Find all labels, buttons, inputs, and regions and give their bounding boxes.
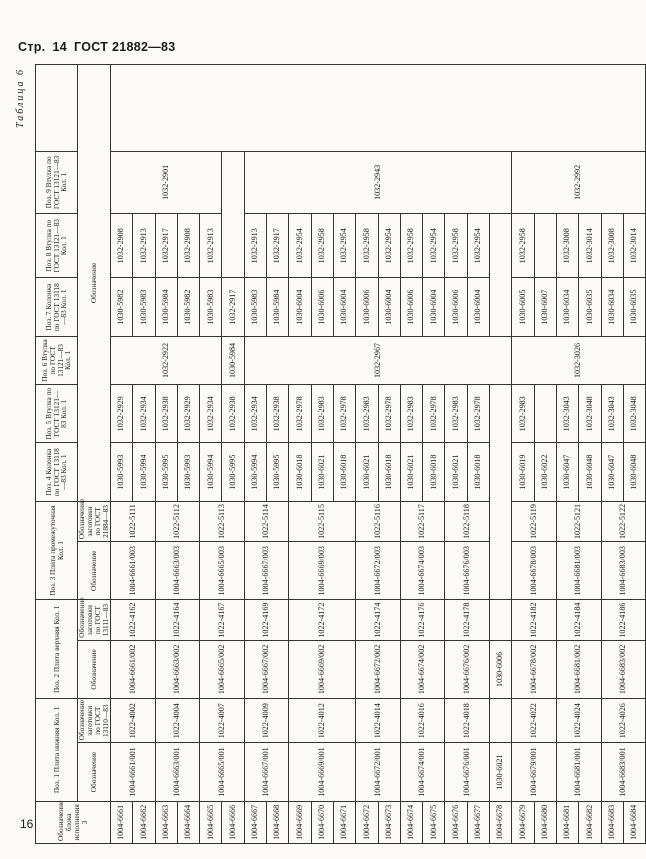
pos5-value: 1032-2983 [445, 385, 467, 443]
pos4-value: 1030-6047 [556, 443, 578, 501]
block-code: 1004-6672 [356, 801, 378, 843]
pos5-value: 1032-2978 [467, 385, 489, 443]
pos7-value: 1030-6034 [601, 278, 623, 336]
col-pos7: Поз. 7 Колонка по ГОСТ 13118—83 Кол. 1 [36, 278, 78, 336]
block-code: 1004-6682 [579, 801, 601, 843]
pos4-value: 1030-5994 [133, 443, 155, 501]
pos1-oboz: 1004-6683/001 [601, 743, 646, 801]
pos3-zag: 1022-5121 [556, 501, 601, 541]
col-pos3: Поз. 3 Плита промежуточная Кол. 1 [36, 501, 78, 600]
pos4-value: 1030-6022 [534, 443, 556, 501]
col-pos2-zag: Обозначение заготовки по ГОСТ 13111—83 [78, 600, 111, 640]
pos5-value: 1032-2978 [333, 385, 355, 443]
pos4-value: 1030-6021 [490, 743, 512, 801]
pos7-value: 1030-6035 [579, 278, 601, 336]
pos4-value: 1030-6021 [400, 443, 422, 501]
pos2-oboz: 1004-6676/002 [445, 640, 490, 698]
block-code: 1004-6676 [445, 801, 467, 843]
pos5-value: 1032-2983 [400, 385, 422, 443]
pos7-value: 1030-6035 [623, 278, 645, 336]
pos3-oboz: 1004-6683/003 [601, 542, 646, 600]
pos1-zag: 1022-4018 [445, 699, 490, 743]
pos5-value [534, 385, 556, 443]
block-code: 1004-6665 [200, 801, 222, 843]
block-code: 1004-6684 [623, 801, 645, 843]
table-row [512, 65, 534, 844]
pos8-value: 1032-2958 [445, 214, 467, 278]
pos1-zag: 1022-4022 [512, 699, 557, 743]
specification-table [35, 64, 646, 844]
pos8-value [534, 214, 556, 278]
pos2-oboz: 1004-6674/002 [400, 640, 445, 698]
col-pos3-oboz: Обозначение [78, 542, 111, 600]
pos3-zag: 1022-5118 [445, 501, 490, 541]
pos7-value: 1030-6006 [311, 278, 333, 336]
pos9-merged: 1032-2992 [512, 151, 646, 213]
pos3-oboz: 1004-6665/003 [200, 542, 245, 600]
pos7-value: 1030-6004 [378, 278, 400, 336]
pos1-oboz: 1004-6669/001 [289, 743, 356, 801]
pos2-zag: 1022-4174 [356, 600, 401, 640]
pos4-value: 1030-6048 [579, 443, 601, 501]
standard-title: ГОСТ 21882—83 [73, 40, 176, 54]
pos8-value: 1032-3008 [601, 214, 623, 278]
pos3-oboz: 1004-6669/003 [289, 542, 356, 600]
pos5-value: 1032-2934 [133, 385, 155, 443]
pos1-zag: 1022-4002 [111, 699, 156, 743]
block-code: 1004-6661 [111, 801, 133, 843]
block-code: 1004-6664 [177, 801, 199, 843]
col-pos9: Поз. 9 Втулка по ГОСТ 13121—83 Кол. 1 [36, 151, 78, 213]
pos4-value: 1030-5994 [200, 443, 222, 501]
pos3-oboz: 1004-6667/003 [244, 542, 289, 600]
pos7-value: 1030-5984 [222, 336, 244, 384]
pos7-value: 1030-5983 [133, 278, 155, 336]
col-pos6: Поз. 6 Втулка по ГОСТ 13121—83 Кол. 1 [36, 336, 78, 384]
table-body [111, 65, 646, 844]
block-code: 1004-6678 [490, 801, 512, 843]
pos5-value: 1032-2938 [267, 385, 289, 443]
block-code: 1004-6679 [512, 801, 534, 843]
pos7-value: 1030-5983 [200, 278, 222, 336]
page-label: Стр. [18, 40, 46, 54]
pos7-value: 1030-6007 [534, 278, 556, 336]
pos1-oboz: 1004-6676/001 [445, 743, 490, 801]
pos1-zag: 1022-4016 [400, 699, 445, 743]
pos5-value: 1032-2934 [244, 385, 266, 443]
block-code: 1004-6670 [311, 801, 333, 843]
pos4-value: 1030-6021 [356, 443, 378, 501]
pos4-value: 1030-6021 [311, 443, 333, 501]
pos7-value: 1030-6034 [556, 278, 578, 336]
col-common-oboz: Обозначение [78, 65, 111, 502]
pos4-value: 1030-5995 [267, 443, 289, 501]
pos8-value: 1032-2958 [311, 214, 333, 278]
pos5-value: 1032-3043 [556, 385, 578, 443]
pos1-oboz: 1004-6665/001 [200, 743, 245, 801]
pos5-value: 1032-2983 [512, 385, 534, 443]
pos3-zag: 1022-5112 [155, 501, 200, 541]
pos6-merged: 1032-2967 [244, 336, 512, 384]
pos3-zag: 1022-5116 [356, 501, 401, 541]
block-code: 1004-6680 [534, 801, 556, 843]
pos4-value: 1030-6018 [378, 443, 400, 501]
pos3-oboz: 1004-6681/003 [556, 542, 601, 600]
pos7-value: 1030-5983 [244, 278, 266, 336]
pos7-value: 1030-6006 [356, 278, 378, 336]
pos8-value: 1032-2908 [111, 214, 133, 278]
pos3-zag: 1022-5111 [111, 501, 156, 541]
pos2-oboz: 1004-6681/002 [556, 640, 601, 698]
pos4-value: 1030-6019 [512, 443, 534, 501]
col-pos1-zag: Обозначение заготовки по ГОСТ 13110—83 [78, 699, 111, 743]
pos1-oboz: 1004-6674/001 [400, 743, 445, 801]
pos8-value: 1032-3014 [623, 214, 645, 278]
pos4-value: 1030-5993 [177, 443, 199, 501]
pos8-value: 1032-2958 [356, 214, 378, 278]
pos2-oboz: 1004-6683/002 [601, 640, 646, 698]
pos8-value: 1032-2913 [244, 214, 266, 278]
pos7-value: 1030-6005 [512, 278, 534, 336]
pos3-oboz: 1004-6661/003 [111, 542, 156, 600]
pos5-value: 1032-3043 [601, 385, 623, 443]
pos5-value: 1032-3048 [579, 385, 601, 443]
rotated-table-area [15, 64, 639, 844]
pos8-value: 1032-2917 [267, 214, 289, 278]
block-code: 1004-6662 [133, 801, 155, 843]
pos6-merged: 1032-2922 [111, 336, 222, 384]
pos5-value: 1032-2929 [177, 385, 199, 443]
table-row [244, 65, 266, 844]
block-code: 1004-6671 [333, 801, 355, 843]
pos1-oboz: 1004-6663/001 [155, 743, 200, 801]
pos5-value: 1032-2983 [356, 385, 378, 443]
pos7-value: 1030-6004 [467, 278, 489, 336]
pos1-zag: 1022-4004 [155, 699, 200, 743]
pos3-zag: 1022-5115 [289, 501, 356, 541]
pos5-value: 1032-2929 [111, 385, 133, 443]
pos2-oboz: 1004-6667/002 [244, 640, 289, 698]
block-code: 1004-6677 [467, 801, 489, 843]
pos1-oboz: 1004-6672/001 [356, 743, 401, 801]
pos4-value: 1030-6048 [623, 443, 645, 501]
pos4-value: 1030-5993 [111, 443, 133, 501]
block-code: 1004-6666 [222, 801, 244, 843]
pos7-value: 1030-5982 [111, 278, 133, 336]
col-pos8: Поз. 8 Втулка по ГОСТ 13121—83 Кол. 1 [36, 214, 78, 278]
pos8-value: 1032-2913 [200, 214, 222, 278]
pos1-zag: 1022-4012 [289, 699, 356, 743]
pos3-oboz: 1004-6676/003 [445, 542, 490, 600]
pos1-zag: 1022-4007 [200, 699, 245, 743]
pos2-zag: 1022-4182 [512, 600, 557, 640]
pos8-value [490, 600, 512, 640]
pos2-oboz: 1004-6678/002 [512, 640, 557, 698]
pos7-value: 1030-6006 [490, 640, 512, 698]
col-pos1: Поз. 1 Плита нижняя Кол. 1 [36, 699, 78, 802]
pos7-value: 1030-5984 [155, 278, 177, 336]
pos2-zag: 1022-4164 [155, 600, 200, 640]
pos1-zag: 1022-4014 [356, 699, 401, 743]
pos4-value: 1030-6021 [445, 443, 467, 501]
page-number-top: 14 [52, 40, 67, 54]
pos3-oboz: 1004-6678/003 [512, 542, 557, 600]
pos7-value: 1030-6004 [423, 278, 445, 336]
pos9-merged: 1032-2943 [244, 151, 512, 213]
col-block: Обозначение блока исполнения 3 [36, 801, 111, 843]
pos4-value: 1030-5995 [222, 443, 244, 501]
pos1-zag: 1022-4009 [244, 699, 289, 743]
pos7-value: 1030-6006 [400, 278, 422, 336]
pos9-merged: 1032-2901 [111, 151, 222, 213]
pos1-zag: 1022-4026 [601, 699, 646, 743]
pos3-zag: 1022-5113 [200, 501, 245, 541]
page-number-bottom: 16 [20, 817, 34, 831]
pos8-value: 1032-2958 [400, 214, 422, 278]
pos2-oboz: 1004-6663/002 [155, 640, 200, 698]
pos4-value: 1030-6047 [601, 443, 623, 501]
pos2-zag: 1022-4172 [289, 600, 356, 640]
pos4-value: 1030-5995 [155, 443, 177, 501]
pos5-value: 1032-2978 [423, 385, 445, 443]
block-code: 1004-6683 [601, 801, 623, 843]
block-code: 1004-6675 [423, 801, 445, 843]
col-pos2: Поз. 2 Плита верхняя Кол. 1 [36, 600, 78, 699]
pos1-oboz: 1004-6681/001 [556, 743, 601, 801]
pos2-oboz: 1004-6661/002 [111, 640, 156, 698]
pos4-value: 1030-6018 [333, 443, 355, 501]
col-pos5: Поз. 5 Втулка по ГОСТ 13121—83 Кол. 1 [36, 385, 78, 443]
pos7-value: 1030-6006 [445, 278, 467, 336]
col-pos4: Поз. 4 Колонка по ГОСТ 13118—83 Кол. 1 [36, 443, 78, 501]
pos2-zag: 1022-4169 [244, 600, 289, 640]
pos3-oboz: 1004-6674/003 [400, 542, 445, 600]
pos8-value: 1032-2917 [155, 214, 177, 278]
pos2-zag: 1022-4167 [200, 600, 245, 640]
pos7-value: 1030-5984 [267, 278, 289, 336]
block-code: 1004-6668 [267, 801, 289, 843]
col-pos1-oboz: Обозначение [78, 743, 111, 801]
pos1-zag: 1022-4024 [556, 699, 601, 743]
pos1-oboz: 1004-6679/001 [512, 743, 557, 801]
pos2-zag: 1022-4178 [445, 600, 490, 640]
pos5-value: 1032-2983 [311, 385, 333, 443]
table-caption: Таблица 6 [15, 68, 26, 128]
pos3-zag: 1022-5119 [512, 501, 557, 541]
pos3-zag: 1022-5117 [400, 501, 445, 541]
col-reserve [36, 65, 78, 152]
pos2-zag: 1022-4184 [556, 600, 601, 640]
pos5-value: 1032-2938 [155, 385, 177, 443]
pos2-zag: 1022-4186 [601, 600, 646, 640]
block-code: 1004-6663 [155, 801, 177, 843]
pos2-zag: 1022-4176 [400, 600, 445, 640]
block-code: 1004-6673 [378, 801, 400, 843]
pos2-oboz: 1004-6672/002 [356, 640, 401, 698]
pos3-zag: 1022-5122 [601, 501, 646, 541]
pos4-value: 1030-6018 [423, 443, 445, 501]
pos3-zag: 1022-5114 [244, 501, 289, 541]
pos3-oboz: 1004-6672/003 [356, 542, 401, 600]
pos2-oboz: 1004-6665/002 [200, 640, 245, 698]
col-pos2-oboz: Обозначение [78, 640, 111, 698]
pos8-value: 1032-2917 [222, 278, 244, 336]
block-code: 1004-6674 [400, 801, 422, 843]
page-header [18, 40, 183, 54]
pos7-value: 1030-6004 [289, 278, 311, 336]
pos1-oboz: 1004-6661/001 [111, 743, 156, 801]
pos5-value: 1032-2938 [222, 385, 244, 443]
pos5-value: 1032-2978 [378, 385, 400, 443]
pos8-value: 1032-3014 [579, 214, 601, 278]
pos4-value: 1030-6018 [289, 443, 311, 501]
pos8-value: 1032-2908 [177, 214, 199, 278]
block-code: 1004-6681 [556, 801, 578, 843]
pos4-value: 1030-5994 [244, 443, 266, 501]
pos5-value: 1032-2934 [200, 385, 222, 443]
pos2-zag: 1022-4162 [111, 600, 156, 640]
reserve-cell [111, 65, 646, 152]
block-code: 1004-6669 [289, 801, 311, 843]
pos5-value [490, 699, 512, 743]
table-row [111, 65, 133, 844]
pos5-value: 1032-3048 [623, 385, 645, 443]
pos8-value: 1032-2954 [423, 214, 445, 278]
col-pos3-zag: Обозначение заготовки по ГОСТ 21884—83 [78, 501, 111, 541]
pos8-value: 1032-2954 [378, 214, 400, 278]
block-code: 1004-6667 [244, 801, 266, 843]
pos2-oboz: 1004-6669/002 [289, 640, 356, 698]
pos7-value: 1030-6004 [333, 278, 355, 336]
pos6-merged: 1032-3026 [512, 336, 646, 384]
pos8-value: 1032-2954 [289, 214, 311, 278]
pos7-value: 1030-5982 [177, 278, 199, 336]
pos5-value: 1032-2978 [289, 385, 311, 443]
pos4-value: 1030-6018 [467, 443, 489, 501]
pos8-value: 1032-2913 [133, 214, 155, 278]
pos1-oboz: 1004-6667/001 [244, 743, 289, 801]
pos8-value: 1032-2954 [333, 214, 355, 278]
pos8-value: 1032-2954 [467, 214, 489, 278]
pos8-value: 1032-2958 [512, 214, 534, 278]
pos3-oboz: 1004-6663/003 [155, 542, 200, 600]
pos8-value: 1032-3008 [556, 214, 578, 278]
